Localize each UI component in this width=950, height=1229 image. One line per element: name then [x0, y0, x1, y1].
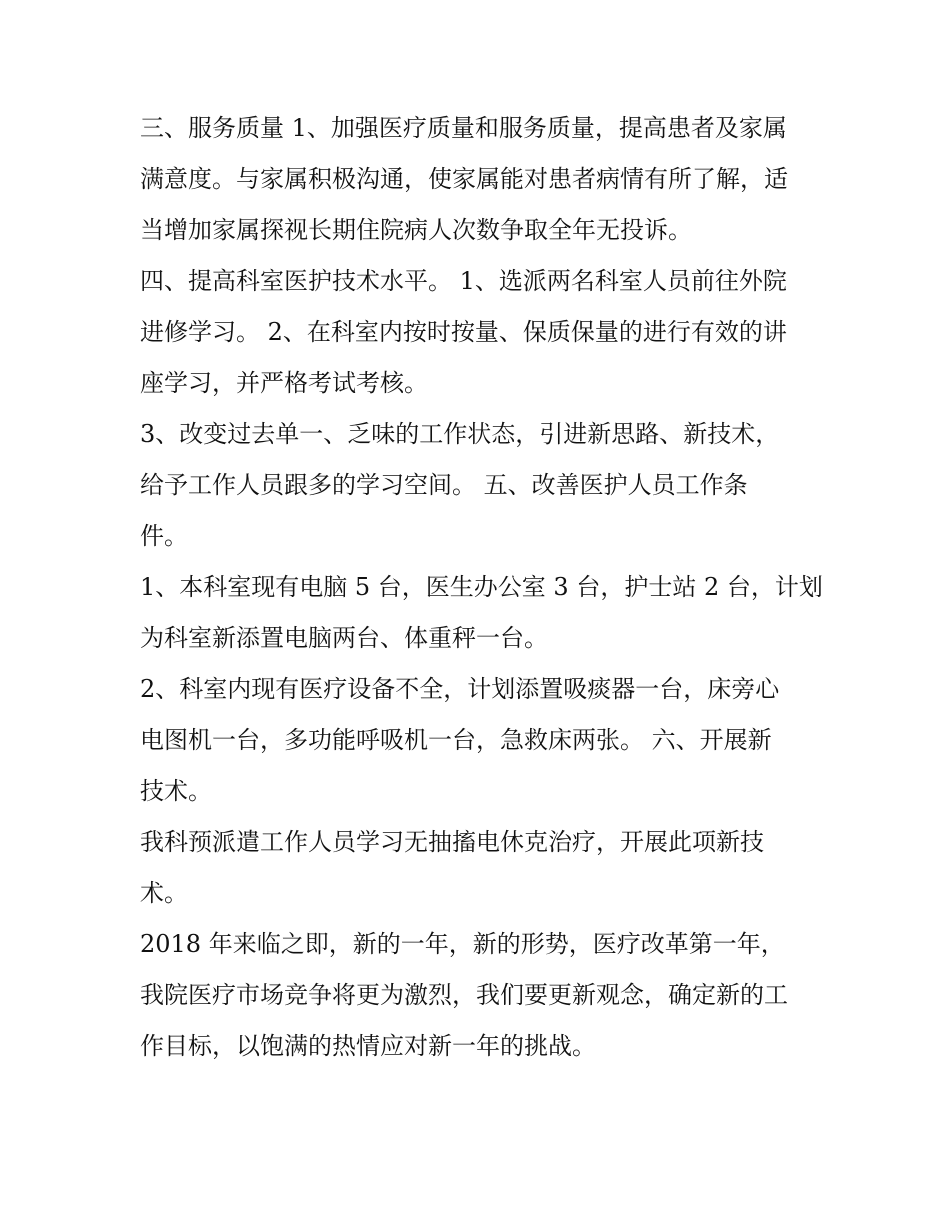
- text-line: 件。: [140, 522, 188, 550]
- text-line: 给予工作人员跟多的学习空间。 五、改善医护人员工作条: [140, 471, 748, 499]
- text-line: 术。: [140, 879, 188, 907]
- text-line: 2、科室内现有医疗设备不全，计划添置吸痰器一台，床旁心: [140, 675, 780, 703]
- text-line: 2018 年来临之即，新的一年，新的形势，医疗改革第一年，: [140, 930, 785, 958]
- text-line: 为科室新添置电脑两台、体重秤一台。: [140, 624, 548, 652]
- text-line: 当增加家属探视长期住院病人次数争取全年无投诉。: [140, 216, 692, 244]
- text-line: 1、本科室现有电脑 5 台，医生办公室 3 台，护士站 2 台，计划: [140, 573, 823, 601]
- text-line: 我院医疗市场竞争将更为激烈，我们要更新观念，确定新的工: [140, 981, 788, 1009]
- text-line: 座学习，并严格考试考核。: [140, 369, 428, 397]
- text-line: 四、提高科室医护技术水平。 1、选派两名科室人员前往外院: [140, 267, 787, 295]
- text-line: 我科预派遣工作人员学习无抽搐电休克治疗，开展此项新技: [140, 828, 764, 856]
- text-line: 电图机一台，多功能呼吸机一台，急救床两张。 六、开展新: [140, 726, 772, 754]
- text-line: 3、改变过去单一、乏味的工作状态，引进新思路、新技术，: [140, 420, 780, 448]
- document-body: [140, 103, 823, 1072]
- text-line: 作目标，以饱满的热情应对新一年的挑战。: [140, 1032, 596, 1060]
- text-line: 三、服务质量 1、加强医疗质量和服务质量，提高患者及家属: [140, 114, 787, 142]
- text-line: 满意度。与家属积极沟通，使家属能对患者病情有所了解，适: [140, 165, 788, 193]
- text-line: 进修学习。 2、在科室内按时按量、保质保量的进行有效的讲: [140, 318, 787, 346]
- text-line: 技术。: [140, 777, 212, 805]
